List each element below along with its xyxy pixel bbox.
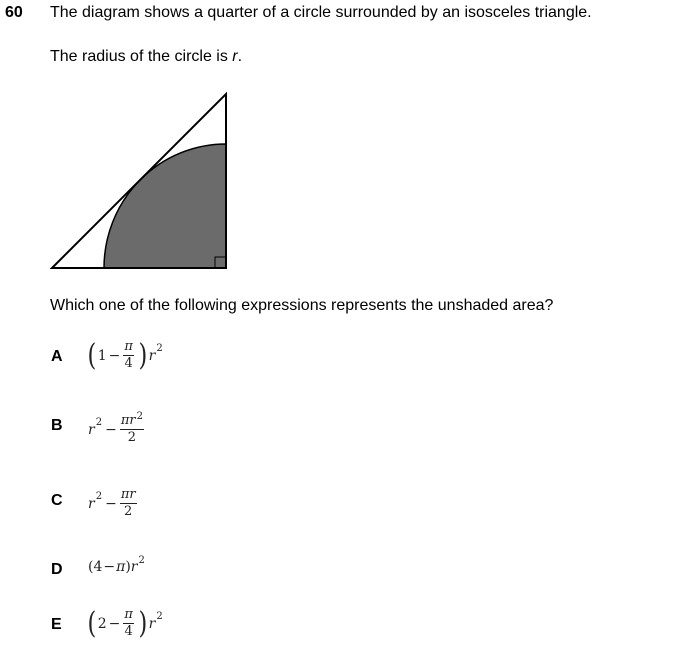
variable-r: r — [148, 347, 156, 364]
minus-sign: − — [103, 559, 116, 575]
option-c-letter[interactable]: C — [51, 492, 63, 509]
fraction — [123, 340, 134, 372]
minus-sign: − — [108, 347, 121, 364]
variable-r: r — [148, 615, 156, 632]
shaded-quarter-circle — [104, 144, 226, 268]
option-b-letter[interactable]: B — [51, 417, 63, 434]
variable-r: r — [88, 421, 95, 438]
option-e-expression[interactable] — [86, 605, 163, 641]
minus-sign: − — [108, 615, 121, 632]
fraction-denominator: 2 — [127, 430, 137, 446]
question-prompt: Which one of the following expressions represents the unshaded area? — [50, 297, 554, 314]
numeral: 4 — [93, 559, 103, 575]
fraction-denominator: 4 — [124, 356, 133, 372]
option-e-letter[interactable]: E — [51, 616, 62, 633]
option-c-expression[interactable] — [88, 488, 140, 520]
radius-text: The radius of the circle is — [50, 48, 233, 65]
close-paren: ) — [138, 605, 148, 641]
radius-period: . — [237, 48, 243, 65]
option-a-expression[interactable] — [86, 337, 163, 373]
option-d-expression[interactable] — [88, 554, 145, 575]
option-b-expression[interactable] — [88, 411, 147, 446]
fraction-numerator: π — [124, 607, 133, 622]
minus-sign: − — [105, 421, 117, 438]
open-paren: ( — [87, 337, 97, 373]
fraction-numerator: π — [124, 339, 133, 354]
fraction-denominator: 2 — [124, 504, 133, 520]
fraction-numerator: πr — [120, 487, 136, 502]
question-number: 60 — [5, 4, 23, 21]
minus-sign: − — [105, 495, 117, 512]
radius-variable: r — [232, 48, 238, 65]
close-paren: ) — [138, 337, 148, 373]
exponent: 2 — [95, 417, 103, 429]
numeral: 1 — [97, 347, 107, 364]
open-paren: ( — [88, 559, 94, 575]
exponent: 2 — [95, 491, 103, 503]
variable-r: r — [130, 559, 138, 575]
fraction — [123, 608, 134, 640]
fraction — [120, 488, 137, 520]
fraction-denominator: 4 — [124, 624, 133, 640]
question-stem: The diagram shows a quarter of a circle surrounded by an isosceles triangle. — [50, 4, 592, 21]
exponent: 2 — [138, 554, 145, 566]
numeral: 2 — [97, 615, 107, 632]
question-radius-statement — [50, 48, 242, 66]
exponent: 2 — [156, 611, 163, 623]
fraction — [120, 411, 144, 446]
exponent: 2 — [156, 343, 163, 355]
option-a-letter[interactable]: A — [51, 348, 63, 365]
open-paren: ( — [87, 605, 97, 641]
quarter-circle-triangle-diagram — [48, 88, 233, 273]
pi-symbol: π — [116, 559, 126, 575]
option-d-letter[interactable]: D — [51, 561, 63, 578]
close-paren: ) — [125, 559, 131, 575]
variable-r: r — [88, 495, 95, 512]
fraction-numerator: $\pi r^2$ — [120, 411, 143, 428]
